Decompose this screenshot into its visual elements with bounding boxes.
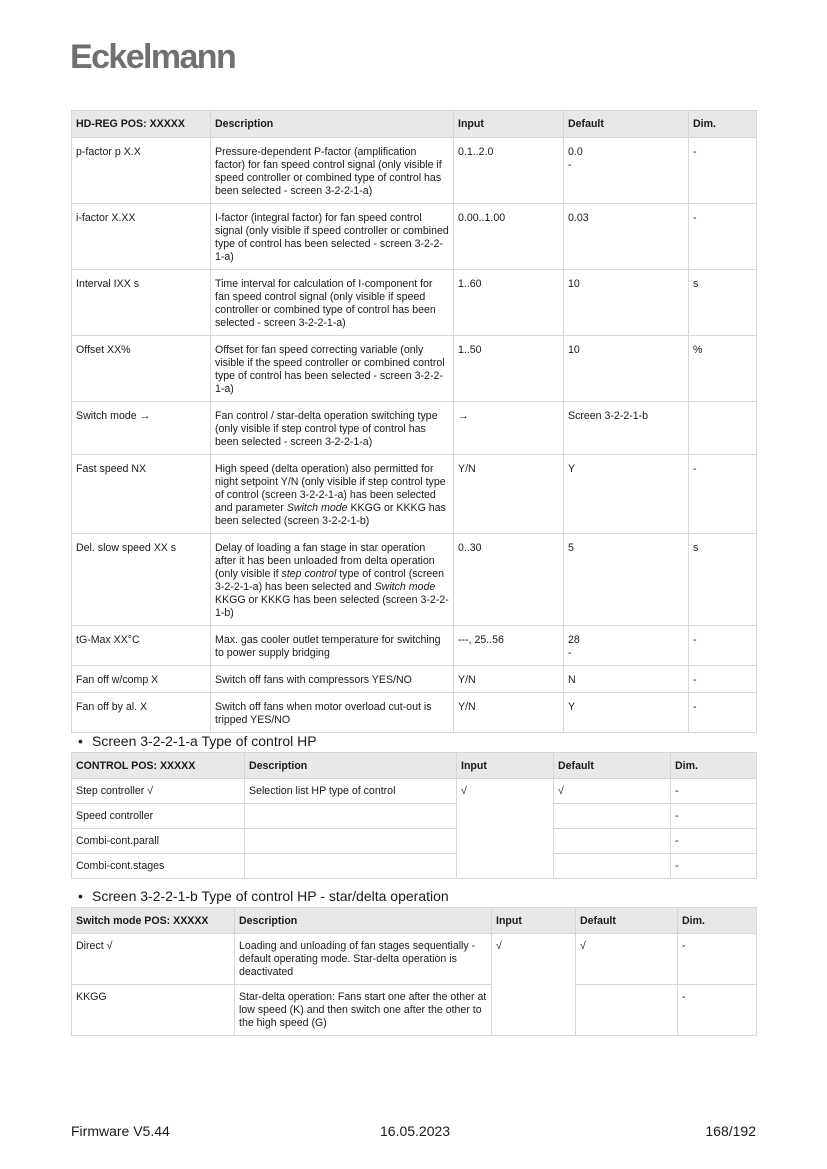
param-input: 0..30 (454, 534, 564, 626)
column-header: Default (576, 908, 678, 934)
table-row (72, 779, 757, 804)
param-description (211, 455, 454, 534)
default-value: 0.0 (568, 146, 583, 158)
param-description: Pressure-dependent P-factor (amplification factor) for fan speed control signal (only visible if speed controller or combined type of control has been selected - screen 3-2-2-1-a) (211, 138, 454, 204)
desc-text: Delay of loading a fan stage in star operation after it has been unloaded from delta operation (only visible if (215, 542, 435, 580)
param-dim: - (671, 854, 757, 879)
table-row (72, 204, 757, 270)
section-heading-control-type (78, 733, 317, 749)
desc-emphasis: step control (281, 568, 337, 580)
param-name: Fan off w/comp X (72, 666, 211, 693)
column-header: Input (492, 908, 576, 934)
footer-date: 16.05.2023 (380, 1123, 451, 1139)
column-header: Default (554, 753, 671, 779)
param-input: 0.00..1.00 (454, 204, 564, 270)
bullet-icon: • (78, 888, 83, 904)
table-row (72, 455, 757, 534)
param-description: Switch off fans with compressors YES/NO (211, 666, 454, 693)
column-header: Description (235, 908, 492, 934)
param-input: ---, 25..56 (454, 626, 564, 666)
param-name: Fast speed NX (72, 455, 211, 534)
param-name: Direct √ (72, 934, 235, 985)
param-input: √ (492, 934, 576, 1036)
param-input: √ (457, 779, 554, 879)
table-row (72, 270, 757, 336)
param-default: Y (564, 693, 689, 733)
eckelmann-logo: Eckelmann (70, 38, 236, 76)
param-description: Star-delta operation: Fans start one after the other at low speed (K) and then switch one after the other to the high speed (G) (235, 985, 492, 1036)
parameter-table-switch-mode (71, 907, 757, 1036)
param-name: Combi-cont.parall (72, 829, 245, 854)
param-input: Y/N (454, 455, 564, 534)
param-input: 1..50 (454, 336, 564, 402)
column-header: Dim. (671, 753, 757, 779)
column-header: Dim. (689, 111, 757, 138)
section-heading-star-delta (78, 888, 449, 904)
table-header-row (72, 753, 757, 779)
param-dim: - (689, 693, 757, 733)
param-default: Y (564, 455, 689, 534)
bullet-icon: • (78, 733, 83, 749)
table-row (72, 804, 757, 829)
desc-emphasis: Switch mode (286, 502, 348, 514)
section-title: Screen 3-2-2-1-a Type of control HP (92, 733, 317, 749)
column-header: Dim. (678, 908, 757, 934)
param-dim: - (671, 829, 757, 854)
table-header-row (72, 908, 757, 934)
param-name: Del. slow speed XX s (72, 534, 211, 626)
param-name: Fan off by al. X (72, 693, 211, 733)
default-value: 28 (568, 634, 580, 646)
table-row (72, 138, 757, 204)
param-dim: s (689, 270, 757, 336)
footer-page-number: 168/192 (705, 1123, 756, 1139)
param-dim: s (689, 534, 757, 626)
table-header-row (72, 111, 757, 138)
param-name: p-factor p X.X (72, 138, 211, 204)
table-row (72, 934, 757, 985)
param-description: Switch off fans when motor overload cut-out is tripped YES/NO (211, 693, 454, 733)
table-row (72, 693, 757, 733)
param-name: i-factor X.XX (72, 204, 211, 270)
param-default (564, 626, 689, 666)
param-input: 1..60 (454, 270, 564, 336)
column-header: Switch mode POS: XXXXX (72, 908, 235, 934)
param-default (554, 804, 671, 829)
param-description: Time interval for calculation of I-component for fan speed control signal (only visible if speed controller or combined type of control has been selected - screen 3-2-2-1-a) (211, 270, 454, 336)
param-name: Switch mode → (72, 402, 211, 455)
section-title: Screen 3-2-2-1-b Type of control HP - star/delta operation (92, 888, 449, 904)
param-input: Y/N (454, 693, 564, 733)
param-description: Offset for fan speed correcting variable (only visible if the speed controller or combined control type of control has been selected - screen 3-2-2-1-a) (211, 336, 454, 402)
table-row (72, 336, 757, 402)
table-row (72, 854, 757, 879)
default-value-secondary: - (568, 159, 572, 171)
param-dim: - (689, 626, 757, 666)
param-dim: % (689, 336, 757, 402)
param-dim (689, 402, 757, 455)
desc-text: type of control (screen 3-2-2-1-a) has been selected and (215, 568, 445, 593)
param-default (576, 985, 678, 1036)
param-dim: - (689, 138, 757, 204)
param-name: tG-Max XX°C (72, 626, 211, 666)
param-default: 0.03 (564, 204, 689, 270)
desc-text: KKGG or KKKG has been selected (screen 3-2-2-1-b) (215, 502, 446, 527)
table-row (72, 829, 757, 854)
param-description (245, 804, 457, 829)
param-default: Screen 3-2-2-1-b (564, 402, 689, 455)
column-header: HD-REG POS: XXXXX (72, 111, 211, 138)
param-name: Combi-cont.stages (72, 854, 245, 879)
param-default: 10 (564, 270, 689, 336)
param-dim: - (689, 666, 757, 693)
param-dim: - (689, 204, 757, 270)
param-name: KKGG (72, 985, 235, 1036)
table-row (72, 402, 757, 455)
param-default (554, 829, 671, 854)
param-description: Max. gas cooler outlet temperature for switching to power supply bridging (211, 626, 454, 666)
desc-text: High speed (delta operation) also permitted for night setpoint Y/N (only visible if step control type of control (screen 3-2-2-1-a) has been selected and parameter (215, 463, 446, 514)
param-dim: - (678, 934, 757, 985)
param-description: Selection list HP type of control (245, 779, 457, 804)
param-dim: - (678, 985, 757, 1036)
param-input: → (454, 402, 564, 455)
column-header: Input (454, 111, 564, 138)
param-dim: - (671, 804, 757, 829)
param-default (554, 854, 671, 879)
param-default: N (564, 666, 689, 693)
param-dim: - (671, 779, 757, 804)
default-value-secondary: - (568, 647, 572, 659)
parameter-table-control (71, 752, 757, 879)
param-input: Y/N (454, 666, 564, 693)
table-row (72, 985, 757, 1036)
param-name: Interval IXX s (72, 270, 211, 336)
footer-firmware: Firmware V5.44 (71, 1123, 170, 1139)
desc-emphasis: Switch mode (374, 581, 436, 593)
column-header: Default (564, 111, 689, 138)
table-row (72, 666, 757, 693)
param-default: √ (576, 934, 678, 985)
param-description (211, 534, 454, 626)
param-description: Fan control / star-delta operation switching type (only visible if step control type of control has been selected - screen 3-2-2-1-a) (211, 402, 454, 455)
column-header: Description (211, 111, 454, 138)
param-input: 0.1..2.0 (454, 138, 564, 204)
param-default: 5 (564, 534, 689, 626)
column-header: CONTROL POS: XXXXX (72, 753, 245, 779)
table-row (72, 534, 757, 626)
param-description: Loading and unloading of fan stages sequentially - default operating mode. Star-delta operation is deactivated (235, 934, 492, 985)
column-header: Description (245, 753, 457, 779)
param-dim: - (689, 455, 757, 534)
param-default: √ (554, 779, 671, 804)
table-row (72, 626, 757, 666)
column-header: Input (457, 753, 554, 779)
param-default: 10 (564, 336, 689, 402)
desc-text: KKGG or KKKG has been selected (screen 3-2-2-1-b) (215, 594, 449, 619)
param-name: Speed controller (72, 804, 245, 829)
param-description (245, 854, 457, 879)
parameter-table-hd-reg (71, 110, 757, 733)
param-name: Step controller √ (72, 779, 245, 804)
param-description (245, 829, 457, 854)
param-default (564, 138, 689, 204)
param-name: Offset XX% (72, 336, 211, 402)
param-description: I-factor (integral factor) for fan speed control signal (only visible if speed controller or combined type of control has been selected - screen 3-2-2-1-a) (211, 204, 454, 270)
